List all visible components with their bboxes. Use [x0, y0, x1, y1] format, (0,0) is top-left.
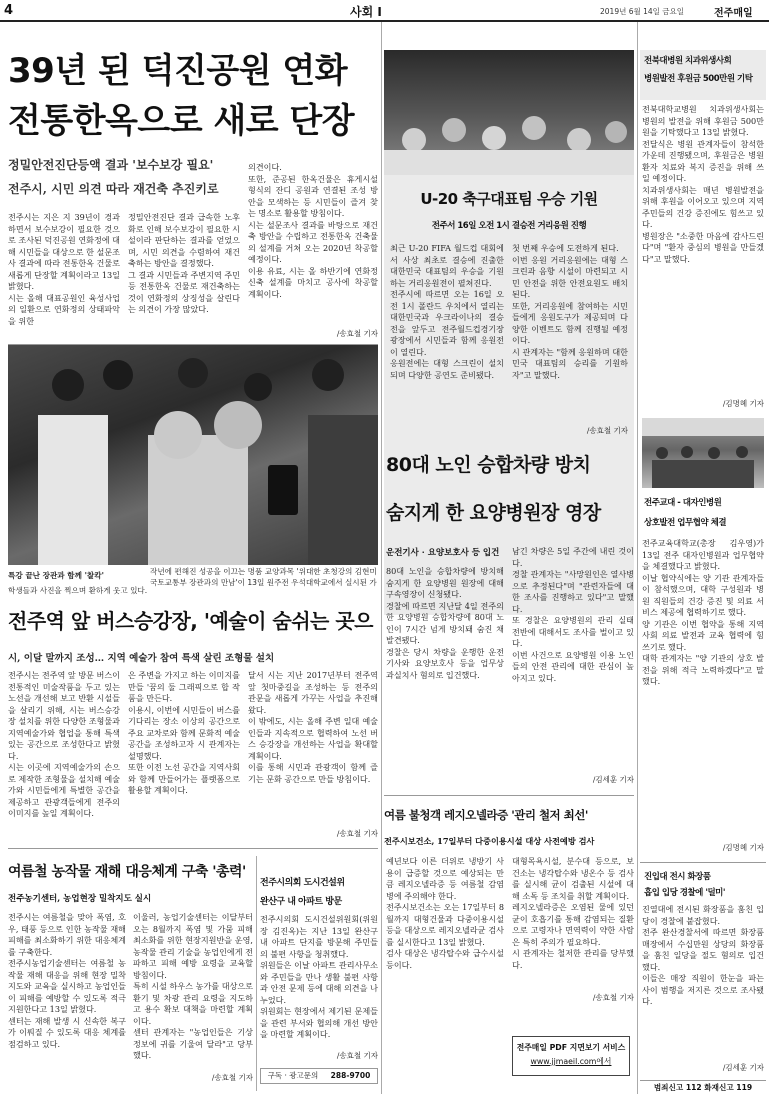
a5-headline-1: 80대 노인 승합차량 방치 — [386, 454, 591, 476]
a5-body-col2: 남긴 차량은 5일 주간에 내린 것이다. 경찰 관계자는 "사망원인은 열사병으로 추정된다"며 "관련자들에 대한 조사를 진행하고 있다"고 말했다. 또 경찰은 요양병원의 관리 실태 전반에 대해서도 조사를 벌이고 있다. 이번 사건으로 요양병원 이용 노인들의 안전 관리에 대한 관심이 높아지고 있다. — [512, 546, 634, 683]
r3-headline-1: 진입대 전시 화장품 — [644, 872, 711, 882]
a4-subheadline: 완산구 내 아파트 방문 — [260, 897, 342, 907]
r1-headline-2: 병원발전 후원금 500만원 기탁 — [644, 74, 753, 84]
a6-body-col1: 예년보다 이른 더위로 냉방기 사용이 급증할 것으로 예상되는 만큼 레지오넬라증 등 여름철 감염병에 주의해야 한다. 전주시보건소는 오는 17일부터 8월까지 대형건물과 다중이용시설 등을 대상으로 레지오넬라균 검사를 실시한다고 13일 밝혔다. 검사 대상은 냉각탑수와 급수시설 등이다. — [386, 856, 504, 970]
a3-body-col2-wrap — [133, 912, 253, 1090]
divider-col-left — [381, 22, 382, 1094]
r3-byline: /김세훈 기자 — [722, 1063, 764, 1072]
header-rule — [0, 20, 769, 22]
pdf-service-promo — [512, 1036, 630, 1076]
a6-subheadline: 전주시보건소, 17일부터 다중이용시설 대상 사전예방 검사 — [384, 836, 595, 846]
r2-body-wrap — [642, 538, 764, 856]
a2-subheadline: 시, 이달 말까지 조성… 지역 예술가 참여 특색 살린 조형물 설치 — [8, 653, 275, 664]
emergency-numbers: 범죄신고 112 화재신고 119 — [640, 1080, 766, 1094]
a5-subheadline: 운전기사 · 요양보호사 등 입건 — [386, 548, 500, 558]
cheering-crowd-illustration — [384, 50, 634, 175]
a1-headline-1: 39년 된 덕진공원 연화 — [8, 51, 348, 91]
a5-headline-2: 숨지게 한 요양병원장 영장 — [386, 502, 601, 524]
r2-byline: /김명혜 기자 — [722, 843, 764, 852]
photo-agreement-signing — [642, 418, 764, 488]
u20-body-col2-wrap — [512, 243, 628, 443]
r3-body: 진열대에 전시된 화장품을 훔친 입당이 경찰에 붙잡혔다. 전주 완산경찰서에 따르면 화장품 매장에서 수십만원 상당의 화장품을 훔친 일당을 절도 혐의로 입건했다. 이들은 매장 직원이 한눈을 파는 사이 범행을 저지른 것으로 조사됐다. — [642, 904, 764, 1006]
r2-body: 전주교육대학교(총장 김우영)가 13일 전주 대자인병원과 업무협약을 체결했다고 밝혔다. 이날 협약식에는 양 기관 관계자들이 참석했으며, 대학 구성원과 병원 직원들의 건강 증진 및 의료 서비스 제공에 협력하기로 했다. 양 기관은 이번 협약을 통해 지역사회 의료 발전과 교육 협력에 힘쓰기로 했다. 대학 관계자는 "양 기관의 상호 발전을 위해 적극 노력하겠다"고 말했다. — [642, 538, 764, 686]
page-number: 4 — [4, 3, 14, 18]
issue-date: 2019년 6월 14일 금요일 — [600, 7, 685, 16]
photo-minister-students — [8, 345, 378, 565]
photo1-caption-1: 작년에 편해진 성공을 이끄는 명품 교양과목 '위대한 초청강의 김현미 국토교통부 장관과의 만남'이 13일 원주전 우석대학교에서 실시된 가 — [150, 567, 377, 587]
a5-body-col1: 80대 노인을 승합차량에 방치해 숨지게 한 요양병원 원장에 대해 구속영장이 신청됐다. 경찰에 따르면 지난달 4일 전주의 한 요양병원 승합차량에 80대 노인이 7시간 넘게 방치돼 숨진 채 발견됐다. 경찰은 당시 차량을 운행한 운전기사와 요양보호사 등을 업무상 과실치사 혐의로 입건했다. — [386, 566, 504, 680]
a1-subheadline-1: 정밀안전진단등액 결과 '보수보강 필요' — [8, 158, 214, 172]
a6-body-col2-wrap — [512, 856, 634, 1006]
a2-body-col2: 은 주변을 가지고 하는 이미지를 만들 '꿈의 둘 그래픽으로 합 작품을 만든다. 이용시, 이번에 시민들이 버스를 기다리는 장소 이상의 공간으로 주요 교차로와 함께 문화적 예술 공간을 조성하고자 시 관계자는 설명했다. 또한 이전 노선 공간을 지역사회와 함께 만들어가는 플랫폼으로 활용할 계획이다. — [128, 670, 240, 795]
a5-body-col2-wrap — [512, 546, 634, 790]
a3-byline: /송효철 기자 — [211, 1073, 253, 1082]
a2-body-col1: 전주시는 전주역 앞 방문 버스이 전통적인 미술작품을 두고 있는 노선을 개선해 보고 반환 시설들을 살리기 위해, 시는 버스승강장 설치를 위한 다양한 조형물과 지역예술가와 협업을 통해 특색 있는 공간으로 조성한다고 밝혔다. 시는 이곳에 지역예술가의 손으로 제작한 조형물을 설치해 예술가와 시민들에게 특별한 공간을 제공하고 관광객들에게 전주의 이미지를 높일 계획이다. — [8, 670, 120, 818]
r2-headline-1: 전주교대 - 대자인병원 — [644, 498, 722, 508]
a4-byline: /송효철 기자 — [336, 1051, 378, 1060]
a5-byline: /김세훈 기자 — [592, 775, 634, 784]
promo-link[interactable]: www.jjmaeil.com에서 — [530, 1057, 612, 1066]
divider-a5 — [384, 795, 634, 796]
r1-body: 전북대학교병원 치과위생사회는 병원의 발전을 위해 후원금 500만원을 기탁했다고 13일 밝혔다. 전달식은 병원 관계자들이 참석한 가운데 진행됐으며, 후원금은 병원 환자 치료와 복지 증진을 위해 쓰일 예정이다. 치과위생사회는 매년 병원발전을 위해 후원을 이어오고 있으며 지역 주민들의 건강 증진에도 힘쓰고 있다. 병원장은 "소중한 마음에 감사드린다"며 "환자 중심의 병원을 만들겠다"고 말했다. — [642, 104, 764, 264]
a1-body-col2: 정밀안전진단 결과 급속한 노후화로 인해 보수보강이 필요한 시설이라 판단하는 결과를 얻었으며, 시민 의견을 수렴하여 재건축하는 방안을 결정했다. 그 결과 시민들과 주변지역 주민 등 전통한옥 건물로 재건축하는 것이 연화정의 상징성을 살린다는 의견이 가장 많았다. — [128, 212, 240, 314]
subscription-ad — [260, 1068, 378, 1084]
photo1-title-caption: 특강 끝난 장관과 함께 '찰칵' — [8, 571, 104, 580]
a6-body-col2: 대형목욕시설, 분수대 등으로, 보건소는 냉각탑수와 냉온수 등 검사를 실시해 균이 검출된 시설에 대해 소독 등 조치를 취할 계획이다. 레지오넬라증은 오염된 물에 있던 균이 호흡기를 통해 감염되는 질환으로 고령자나 면역력이 약한 사람은 특히 주의가 필요하다. 시 관계자는 철저한 관리를 당부했다. — [512, 856, 634, 970]
r2-headline-2: 상호발전 업무협약 체결 — [644, 518, 727, 528]
a1-headline-2: 전통한옥으로 새로 단장 — [8, 101, 355, 141]
a3-subheadline: 전주농기센터, 농업현장 밀착지도 실시 — [8, 894, 152, 904]
promo-line-1: 전주매일 PDF 지면보기 서비스 — [516, 1043, 626, 1052]
a3-headline: 여름철 농작물 재해 대응체계 구축 '총력' — [8, 864, 246, 880]
ad-text: 구독 · 광고문의 — [267, 1071, 319, 1080]
divider-a2 — [8, 848, 378, 849]
divider-a3-a4 — [256, 856, 257, 1091]
photo-street-cheering — [384, 50, 634, 175]
u20-headline: U-20 축구대표팀 우승 기원 — [420, 190, 598, 208]
a2-body-col3-wrap — [248, 670, 378, 844]
u20-body-col1: 최근 U-20 FIFA 월드컵 대회에서 사상 최초로 결승에 진출한 대한민국 대표팀의 우승을 기원하는 거리응원전이 펼쳐진다. 전주시에 따르면 오는 16일 오전 1시 폴란드 우치에서 열리는 대한민국과 우크라이나의 결승전을 앞두고 전주월드컵경기장 광장에서 시민들과 함께 응원전이 열린다. 응원전에는 대형 스크린이 설치되며 다양한 공연도 준비됐다. — [390, 243, 504, 380]
r1-headline-1: 전북대병원 치과위생사회 — [644, 56, 732, 66]
a3-body-col2: 이울러, 농업기술센터는 이달부터 오는 8월까지 폭염 및 가뭄 피해 최소화를 위한 현장지원반을 운영, 농작물 관리 기술을 농업인에게 전파하고 피해 예방 요령을 교육할 방침이다. 특히 시설 하우스 농가를 대상으로 환기 및 차광 관리 요령을 지도하고 용수 확보 대책을 마련할 계획이다. 센터 관계자는 "농업인들은 기상 정보에 귀를 기울여 달라"고 당부했다. — [133, 912, 253, 1060]
r1-byline: /김명혜 기자 — [722, 399, 764, 408]
divider-col-right — [637, 22, 638, 1094]
a1-body-col3-wrap — [248, 162, 378, 344]
photo-crowd-illustration — [8, 345, 378, 565]
r3-body-wrap — [642, 904, 764, 1076]
ad-phone: 288-9700 — [330, 1071, 371, 1080]
a1-byline: /송효철 기자 — [336, 329, 378, 338]
a2-body-col3: 달서 시는 지난 2017년부터 전주역 앞 첫마중길을 조성하는 등 전주의 관문을 새롭게 가꾸는 사업을 추진해왔다. 이 밖에도, 시는 올해 주변 일대 예술인들과 지속적으로 협력하여 노선 버스 승강장을 개선하는 사업을 확대할 계획이다. 이를 통해 시민과 관광객이 함께 즐기는 문화 공간으로 만들 방침이다. — [248, 670, 378, 784]
r1-body-wrap — [642, 104, 764, 412]
a1-body-col1: 전주시는 지은 지 39년이 경과하면서 보수보강이 필요한 것으로 조사된 덕진공원 연화정에 대해 시민들을 대상으로 한 설문조사 결과에 따라 전통한옥 건물로 새롭게 단장할 계획이라고 13일 밝혔다. 시는 올해 대표공원인 육성사업의 일환으로 연화정의 상태파악을 위한 — [8, 212, 120, 326]
u20-body-col2: 첫 번째 우승에 도전하게 된다. 이번 응원 거리응원에는 대형 스크린과 음향 시설이 마련되고 시민 안전을 위한 안전요원도 배치된다. 또한, 거리응원에 참여하는 시민들에게 응원도구가 제공되며 다양한 이벤트도 함께 진행될 예정이다. 시 관계자는 "함께 응원하며 대한민국 대표팀의 승리를 기원하자"고 말했다. — [512, 243, 628, 380]
a2-byline: /송효철 기자 — [336, 829, 378, 838]
section-title: 사회 I — [350, 5, 382, 19]
divider-r2 — [640, 862, 766, 863]
photo1-caption-2: 학생들과 사진을 찍으며 환하게 웃고 있다. — [8, 586, 148, 595]
a1-body-col3: 의견이다. 또한, 준공된 한옥건물은 휴게시설 형식의 잔디 공원과 연결된 조성 방안을 모색하는 등 시민들이 즐겨 찾는 명소로 활용할 방침이다. 시는 설문조사 결과를 바탕으로 재건축 방안을 수립하고 전통한옥 건축물의 설계를 거쳐 오는 2020년 착공할 예정이다. 이용 유료, 시는 올 하반기에 연화정 신축 설계를 마치고 공사에 착공할 계획이다. — [248, 162, 378, 299]
a4-body: 전주시의회 도시건설위원회(위원장 김진옥)는 지난 13일 완산구 내 아파트 단지를 방문해 주민들의 불편 사항을 청취했다. 위원들은 이날 아파트 관리사무소와 주민들을 만나 생활 불편 사항과 안전 문제 등에 대해 의견을 나누었다. 위원회는 현장에서 제기된 문제들을 관련 부서와 협의해 개선 방안을 마련할 계획이다. — [260, 914, 378, 1039]
a6-headline: 여름 불청객 레지오넬라증 '관리 철저 최선' — [384, 808, 588, 822]
u20-subheadline: 전주서 16일 오전 1시 결승전 거리응원 진행 — [431, 221, 587, 231]
masthead-brand: 전주매일 — [714, 8, 753, 18]
r3-headline-2: 흡입 입당 경찰에 '덜미' — [644, 888, 725, 898]
a2-headline: 전주역 앞 버스승강장, '예술이 숨쉬는 곳으 — [8, 609, 373, 633]
a4-body-wrap — [260, 914, 378, 1064]
a1-subheadline-2: 전주시, 시민 의견 따라 재건축 추진키로 — [8, 182, 219, 196]
a4-headline: 전주시의회 도시건설위 — [260, 878, 345, 888]
a6-byline: /송효철 기자 — [592, 993, 634, 1002]
u20-byline: /송효철 기자 — [586, 426, 628, 435]
a3-body-col1: 전주시는 여름철을 맞아 폭염, 호우, 태풍 등으로 인한 농작물 재해 피해를 최소화하기 위한 대응체계를 구축한다. 전주시농업기술센터는 여름철 농작물 재해 대응을 위해 현장 밀착 지도와 교육을 실시하고 농업인들이 피해를 예방할 수 있도록 적극 지원한다고 13일 밝혔다. 센터는 재해 발생 시 신속한 복구가 이뤄질 수 있도록 대응 체계를 점검하고 있다. — [8, 912, 126, 1049]
signing-group-illustration — [642, 418, 764, 488]
